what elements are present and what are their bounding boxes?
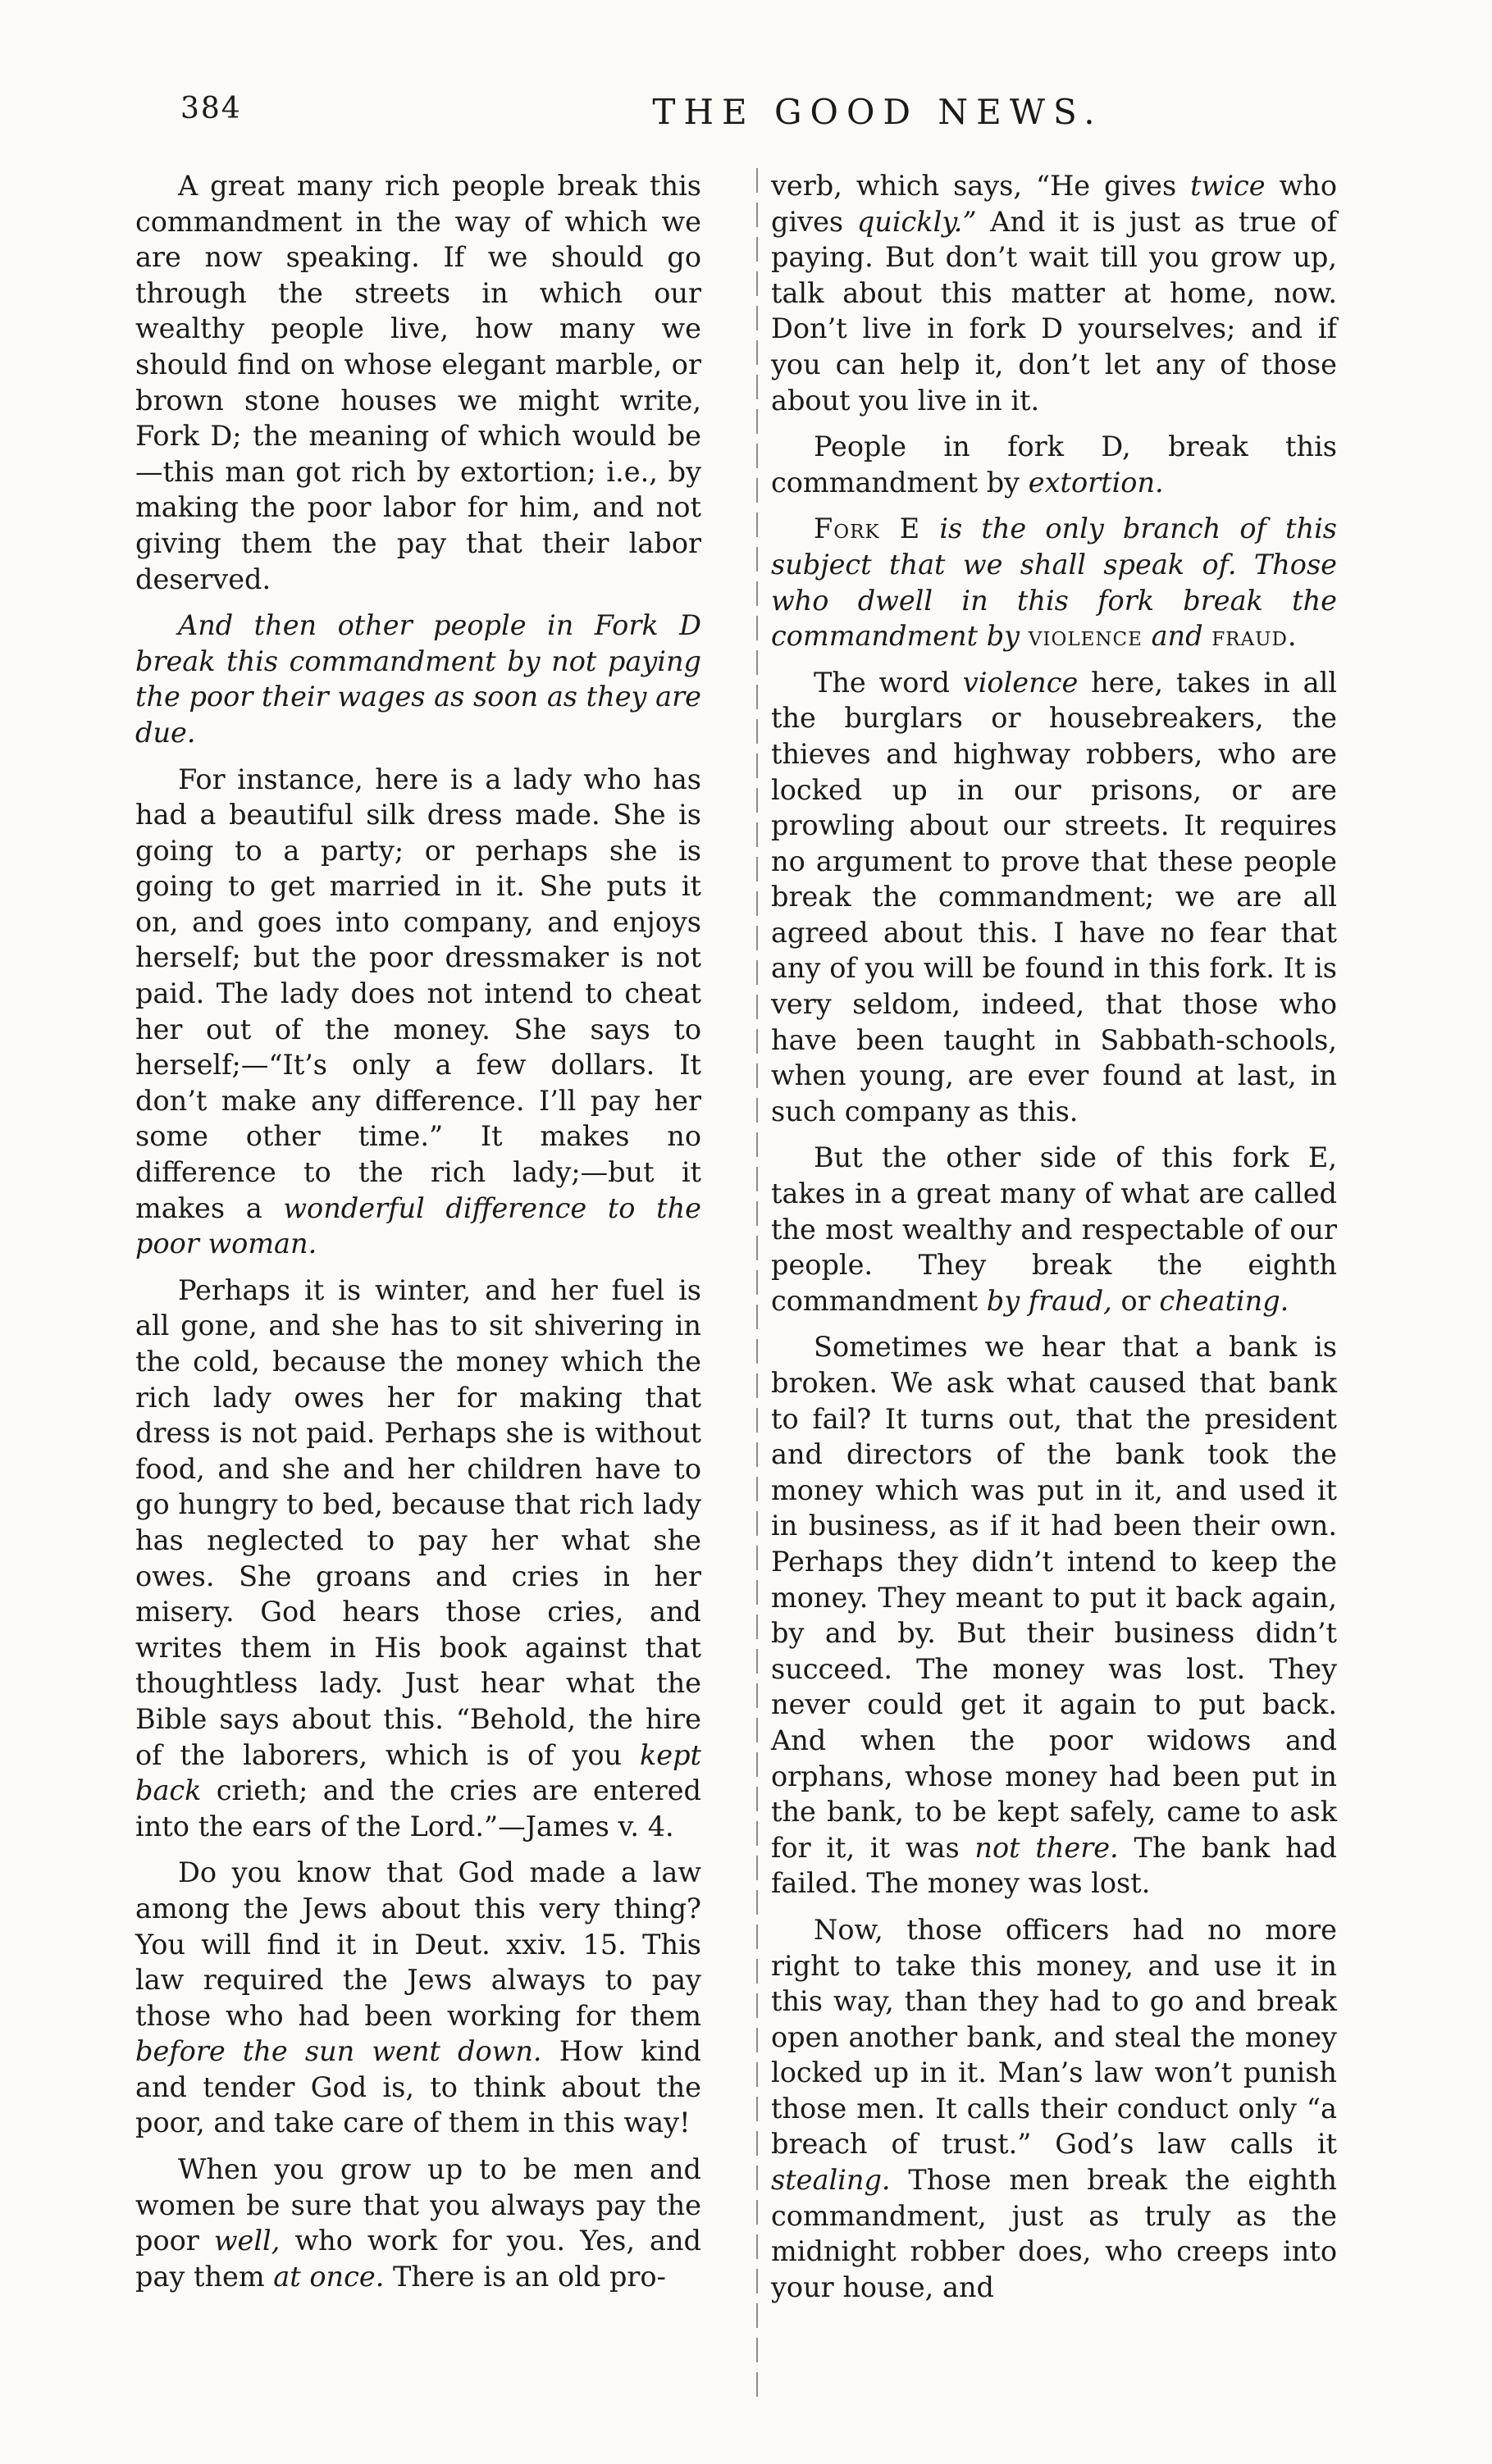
paragraph (771, 1912, 1337, 2306)
paragraph-text: verb, which says, “He gives (771, 170, 1177, 202)
paragraph (771, 1329, 1337, 1902)
emphasis: before the sun went down. (135, 2035, 542, 2068)
paragraph-text: And it is just as true of paying. But don’t wait till you grow up, talk about this matter at home, now. Don’t live in fork D yourselves; and if you can help it, don’t let any of those about you live in it. (771, 205, 1337, 417)
small-caps-text: violence (1028, 620, 1143, 653)
emphasis: violence (962, 666, 1079, 699)
emphasis: and (1151, 620, 1203, 653)
page-header (180, 92, 1394, 141)
emphasis: stealing. (771, 2164, 891, 2197)
paragraph-text: But the other side of this fork E, takes in a great many of what are called the most wealthy and respectable of our people. They break the eighth commandment (771, 1141, 1337, 1317)
paragraph-text: There is an old pro- (393, 2260, 666, 2293)
paragraph (135, 2152, 701, 2294)
paragraph-text: For instance, here is a lady who has had a beautiful silk dress made. She is going to a party; or perhaps she is going to get married in it. She puts it on, and goes into company, and enjoys herself; but the poor dressmaker is not paid. The lady does not intend to cheat her out of the money. She says to herself;—“It’s only a few dollars. It don’t make any difference. I’ll pay her some other time.” It makes no difference to the rich lady;—but it makes a (135, 763, 701, 1224)
paragraph (771, 168, 1337, 418)
emphasis: well, (213, 2225, 281, 2257)
italic-paragraph (135, 608, 701, 750)
paragraph (771, 1140, 1337, 1319)
small-caps-text: fraud. (1211, 620, 1298, 653)
paragraph-text: And then other people in Fork D break this commandment by not paying the poor their wages as soon as they are due. (135, 609, 701, 749)
paragraph (135, 168, 701, 597)
emphasis: by fraud, (986, 1284, 1112, 1317)
column-divider (756, 168, 758, 2398)
paragraph-text: Now, those officers had no more right to take this money, and use it in this way, than they had to go and break open another bank, and steal the money locked up in it. Man’s law won’t punish those men. It calls their conduct only “a breach of trust.” God’s law calls it (771, 1913, 1337, 2161)
paragraph-text: or (1120, 1284, 1151, 1317)
right-column (771, 168, 1337, 2316)
paragraph-text: When you grow up to be men and women be sure that you always pay the poor (135, 2153, 701, 2257)
page-number: 384 (180, 92, 242, 125)
paragraph-text: A great many rich people break this commandment in the way of which we are now speaking. If we should go through the streets in which our wealthy people live, how many we should find on whose elegant marble, or brown stone houses we might write, Fork D; the meaning of which would be—this man got rich by extortion; i.e., by making the poor labor for him, and not giving them the pay that their labor deserved. (135, 170, 701, 595)
paragraph-text: Do you know that God made a law among the Jews about this very thing? You will find it in Deut. xxiv. 15. This law required the Jews always to pay those who had been working for them (135, 1856, 701, 2032)
paragraph-text: here, takes in all the burglars or housebreakers, the thieves and highway robbers, who are locked up in our prisons, or are prowling about our streets. It requires no argument to prove that these people break the commandment; we are all agreed about this. I have no fear that any of you will be found in this fork. It is very seldom, indeed, that those who have been taught in Sabbath-schools, when young, are ever found at last, in such company as this. (771, 666, 1338, 1127)
emphasis: extortion. (1028, 466, 1164, 499)
emphasis: wonderful difference to the poor woman. (135, 1191, 701, 1260)
emphasis: kept back (135, 1738, 701, 1807)
paragraph-text: who gives (771, 170, 1338, 238)
paragraph (771, 511, 1337, 654)
emphasis: is the only branch of this subject that we shall speak of. Those who dwell in this fork break the commandment by (771, 512, 1337, 653)
paragraph-text: Perhaps it is winter, and her fuel is all gone, and she has to sit shivering in the cold, because the money which the rich lady owes her for making that dress is not paid. Perhaps she is without food, and she and her children have to go hungry to bed, because that rich lady has neglected to pay her what she owes. She groans and cries in her misery. God hears those cries, and writes them in His book against that thoughtless lady. Just hear what the Bible says about this. “Behold, the hire of the laborers, which is of you (135, 1273, 701, 1771)
paragraph-text: The word (814, 666, 950, 699)
emphasis: twice (1190, 170, 1266, 202)
running-title: THE GOOD NEWS. (652, 92, 1103, 132)
left-column (135, 168, 701, 2305)
paragraph (135, 762, 701, 1262)
paragraph-text: The bank had failed. The money was lost. (771, 1831, 1337, 1900)
paragraph-text: How kind and tender God is, to think about the poor, and take care of them in this way! (135, 2035, 702, 2139)
paragraph (771, 665, 1337, 1130)
emphasis: quickly.” (856, 205, 977, 238)
paragraph-text: People in fork D, break this commandment by (771, 430, 1337, 499)
paragraph-text: Those men break the eighth commandment, just as truly as the midnight robber does, who creeps into your house, and (771, 2164, 1337, 2303)
small-caps-text: Fork E (814, 512, 921, 545)
paragraph-text: crieth; and the cries are entered into the ears of the Lord.”—James v. 4. (135, 1774, 701, 1842)
paragraph (771, 429, 1337, 500)
emphasis: at once. (273, 2260, 385, 2293)
paragraph-text: Sometimes we hear that a bank is broken. We ask what caused that bank to fail? It turns out, that the president and directors of the bank took the money which was put in it, and used it in business, as if it had been their own. Perhaps they didn’t intend to keep the money. They meant to put it back again, by and by. But their business didn’t succeed. The money was lost. They never could get it again to put back. And when the poor widows and orphans, whose money had been put in the bank, to be kept safely, came to ask for it, it was (771, 1331, 1337, 1864)
paragraph (135, 1855, 701, 2141)
paragraph (135, 1273, 701, 1845)
emphasis: cheating. (1159, 1284, 1289, 1317)
paragraph-text: who work for you. Yes, and pay them (135, 2225, 701, 2293)
emphasis: not there. (974, 1831, 1119, 1864)
